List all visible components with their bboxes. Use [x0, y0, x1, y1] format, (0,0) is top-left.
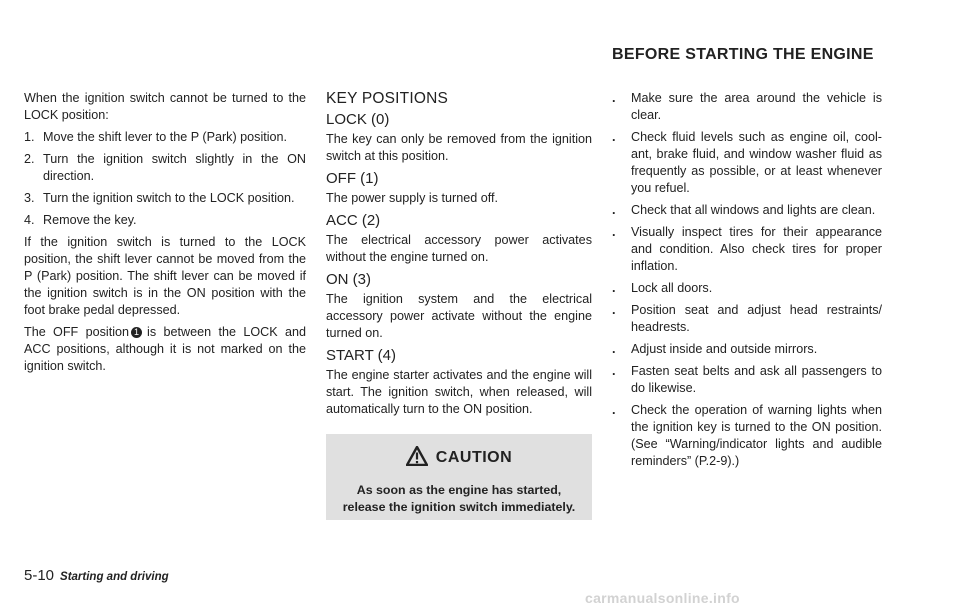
bullet-icon: . — [612, 203, 616, 217]
bullet-icon: . — [612, 342, 616, 356]
bullet-icon: . — [612, 364, 616, 378]
watermark: carmanualsonline.info — [585, 590, 740, 606]
checklist-item — [612, 129, 882, 197]
page-number: 5-10 — [24, 567, 55, 584]
step-text: Remove the key. — [43, 213, 137, 227]
checklist-item — [612, 402, 882, 470]
bullet-icon: . — [612, 225, 616, 239]
step-item — [24, 212, 306, 229]
step-number: 2. — [24, 152, 35, 166]
checklist-text: Position seat and adjust head restraints/ headrests. — [631, 303, 882, 334]
key-positions-heading: KEY POSITIONS — [326, 90, 449, 107]
checklist-text: Make sure the area around the vehicle is clear. — [631, 91, 882, 122]
position-title-on: ON (3) — [326, 271, 371, 288]
step-text: Turn the ignition switch slightly in the ON direction. — [43, 152, 306, 183]
bullet-icon: . — [612, 91, 616, 105]
step-item — [24, 151, 306, 185]
position-text-off: The power supply is turned off. — [326, 191, 498, 205]
checklist-text: Visually inspect tires for their appearance and condition. Also check tires for proper inflation. — [631, 225, 882, 273]
off-position-text-pre: The OFF position — [24, 325, 130, 339]
off-position-paragraph — [24, 324, 306, 375]
bullet-icon: . — [612, 403, 616, 417]
checklist-item — [612, 224, 882, 275]
shift-lever-paragraph: If the ignition switch is turned to the LOCK position, the shift lever cannot be moved from the P (Park) position. The shift lever can be moved if the ignition switch is in the ON position with the foot brake pedal depressed. — [24, 235, 306, 317]
step-item — [24, 190, 306, 207]
position-text-acc: The electrical accessory power activates without the engine turned on. — [326, 233, 592, 264]
step-item — [24, 129, 306, 146]
right-column — [612, 90, 882, 475]
footer-section-title: Starting and driving — [60, 571, 169, 583]
bullet-icon: . — [612, 303, 616, 317]
caution-label: CAUTION — [435, 449, 513, 466]
checklist-item — [612, 280, 882, 297]
position-title-start: START (4) — [326, 347, 397, 364]
callout-number-icon: 1 — [131, 327, 142, 338]
step-number: 3. — [24, 191, 35, 205]
section-title: BEFORE STARTING THE ENGINE — [612, 46, 874, 63]
step-number: 1. — [24, 130, 35, 144]
position-text-on: The ignition system and the electrical accessory power activate without the engine turned on. — [326, 292, 592, 340]
checklist-item — [612, 202, 882, 219]
position-text-lock: The key can only be removed from the ignition switch at this position. — [326, 132, 592, 163]
warning-triangle-icon — [406, 446, 428, 466]
step-number: 4. — [24, 213, 35, 227]
checklist-item — [612, 341, 882, 358]
step-text: Move the shift lever to the P (Park) position. — [43, 130, 288, 144]
checklist-text: Adjust inside and outside mirrors. — [631, 342, 818, 356]
position-text-start: The engine starter activates and the engine will start. The ignition switch, when released, will automatically turn to the ON position. — [326, 368, 592, 416]
left-column — [24, 90, 306, 380]
checklist — [612, 90, 882, 470]
bullet-icon: . — [612, 281, 616, 295]
checklist-item — [612, 302, 882, 336]
caution-text: As soon as the engine has started, release the ignition switch immediately. — [342, 483, 576, 514]
off-position-text-post: is between the LOCK and ACC positions, although it is not marked on the ignition switch. — [24, 325, 306, 373]
checklist-text: Check that all windows and lights are clean. — [631, 203, 876, 217]
checklist-item — [612, 90, 882, 124]
position-title-acc: ACC (2) — [326, 212, 381, 229]
bullet-icon: . — [612, 130, 616, 144]
checklist-text: Fasten seat belts and ask all passengers to do likewise. — [631, 364, 882, 395]
caution-box — [326, 434, 592, 520]
middle-column — [326, 90, 592, 520]
step-text: Turn the ignition switch to the LOCK position. — [43, 191, 295, 205]
page-footer — [24, 567, 169, 585]
position-title-off: OFF (1) — [326, 170, 379, 187]
steps-list — [24, 129, 306, 229]
checklist-text: Lock all doors. — [631, 281, 713, 295]
position-title-lock: LOCK (0) — [326, 111, 390, 128]
checklist-text: Check fluid levels such as engine oil, coolant, brake fluid, and window washer fluid as frequently as possible, or at least whenever you refuel. — [631, 130, 882, 195]
intro-text: When the ignition switch cannot be turned to the LOCK position: — [24, 91, 306, 122]
caution-header — [326, 446, 592, 466]
checklist-item — [612, 363, 882, 397]
checklist-text: Check the operation of warning lights when the ignition key is turned to the ON position. (See “Warning/indicator lights and audible reminders” (P.2-9).) — [631, 403, 882, 468]
